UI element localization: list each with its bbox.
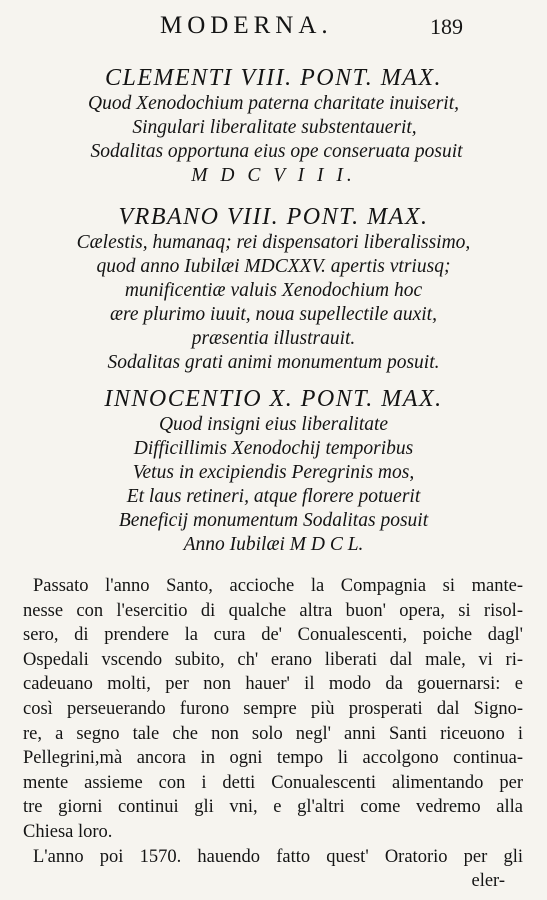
body-line: Pellegrini,mà ancora in ogni tempo li accolgono continua-: [23, 748, 523, 769]
inscription-heading: CLEMENTI VIII. PONT. MAX.: [104, 65, 443, 91]
inscription-heading: INNOCENTIO X. PONT. MAX.: [104, 386, 443, 412]
inscription-date: M D C V I I I.: [191, 165, 356, 186]
page-number: 189: [430, 14, 463, 39]
inscription-line: Vetus in excipiendis Peregrinis mos,: [132, 462, 415, 483]
inscription-line: Singulari liberalitate substentauerit,: [132, 117, 417, 138]
inscription-line: Beneficij monumentum Sodalitas posuit: [118, 510, 429, 531]
running-title: MODERNA.: [160, 12, 333, 39]
body-line: mente assieme con i detti Conualescenti alimentando per: [23, 772, 523, 793]
inscription-heading: VRBANO VIII. PONT. MAX.: [118, 204, 429, 230]
inscription-line: Quod Xenodochium paterna charitate inuiserit,: [88, 93, 459, 114]
body-line: re, a segno tale che non solo negl' anni Santi riceuono i: [23, 723, 523, 744]
inscription-line: ære plurimo iuuit, noua supellectile auxit,: [110, 304, 437, 325]
body-line: Ospedali vscendo subito, ch' erano liberati dal male, vi ri-: [23, 649, 523, 670]
inscription-line: munificentiæ valuis Xenodochium hoc: [124, 280, 423, 301]
inscription-line: Et laus retineri, atque florere potuerit: [126, 486, 421, 507]
inscription-line: quod anno Iubilæi MDCXXV. apertis vtriusq;: [96, 256, 451, 277]
inscription-line: Cælestis, humanaq; rei dispensatori liberalissimo,: [76, 232, 471, 253]
inscription-line: Quod insigni eius liberalitate: [158, 414, 389, 435]
body-line: nesse con l'esercitio di qualche altra buon' opera, si risol-: [23, 600, 523, 621]
inscription-line: præsentia illustrauit.: [191, 328, 356, 349]
catchword: eler-: [471, 871, 505, 892]
inscription-line: Sodalitas opportuna eius ope conseruata posuit: [90, 141, 463, 162]
body-line: Passato l'anno Santo, accioche la Compagnia si mante-: [33, 576, 523, 596]
inscription-line: Sodalitas grati animi monumentum posuit.: [107, 352, 440, 373]
inscription-date: Anno Iubilæi M D C L.: [183, 534, 364, 555]
body-line: tre giorni continui gli vni, e gl'altri come vedremo alla: [23, 797, 523, 818]
body-line: così perseuerando furono sempre più prosperati dal Signo-: [23, 698, 523, 719]
body-line: sero, di prendere la cura de' Conualescenti, poiche dagl': [23, 625, 523, 646]
body-line: Chiesa loro.: [23, 821, 113, 842]
body-line: cadeuano molti, per non hauer' il modo da gouernarsi: e: [23, 674, 523, 695]
inscription-innocent-x: [0, 385, 547, 557]
body-text: [23, 574, 523, 894]
running-head: [0, 10, 547, 44]
inscription-line: Difficillimis Xenodochij temporibus: [133, 438, 414, 459]
body-line: L'anno poi 1570. hauendo fatto quest' Oratorio per gli: [33, 846, 523, 867]
inscription-clement-viii: [0, 64, 547, 188]
inscription-urban-viii: [0, 203, 547, 375]
